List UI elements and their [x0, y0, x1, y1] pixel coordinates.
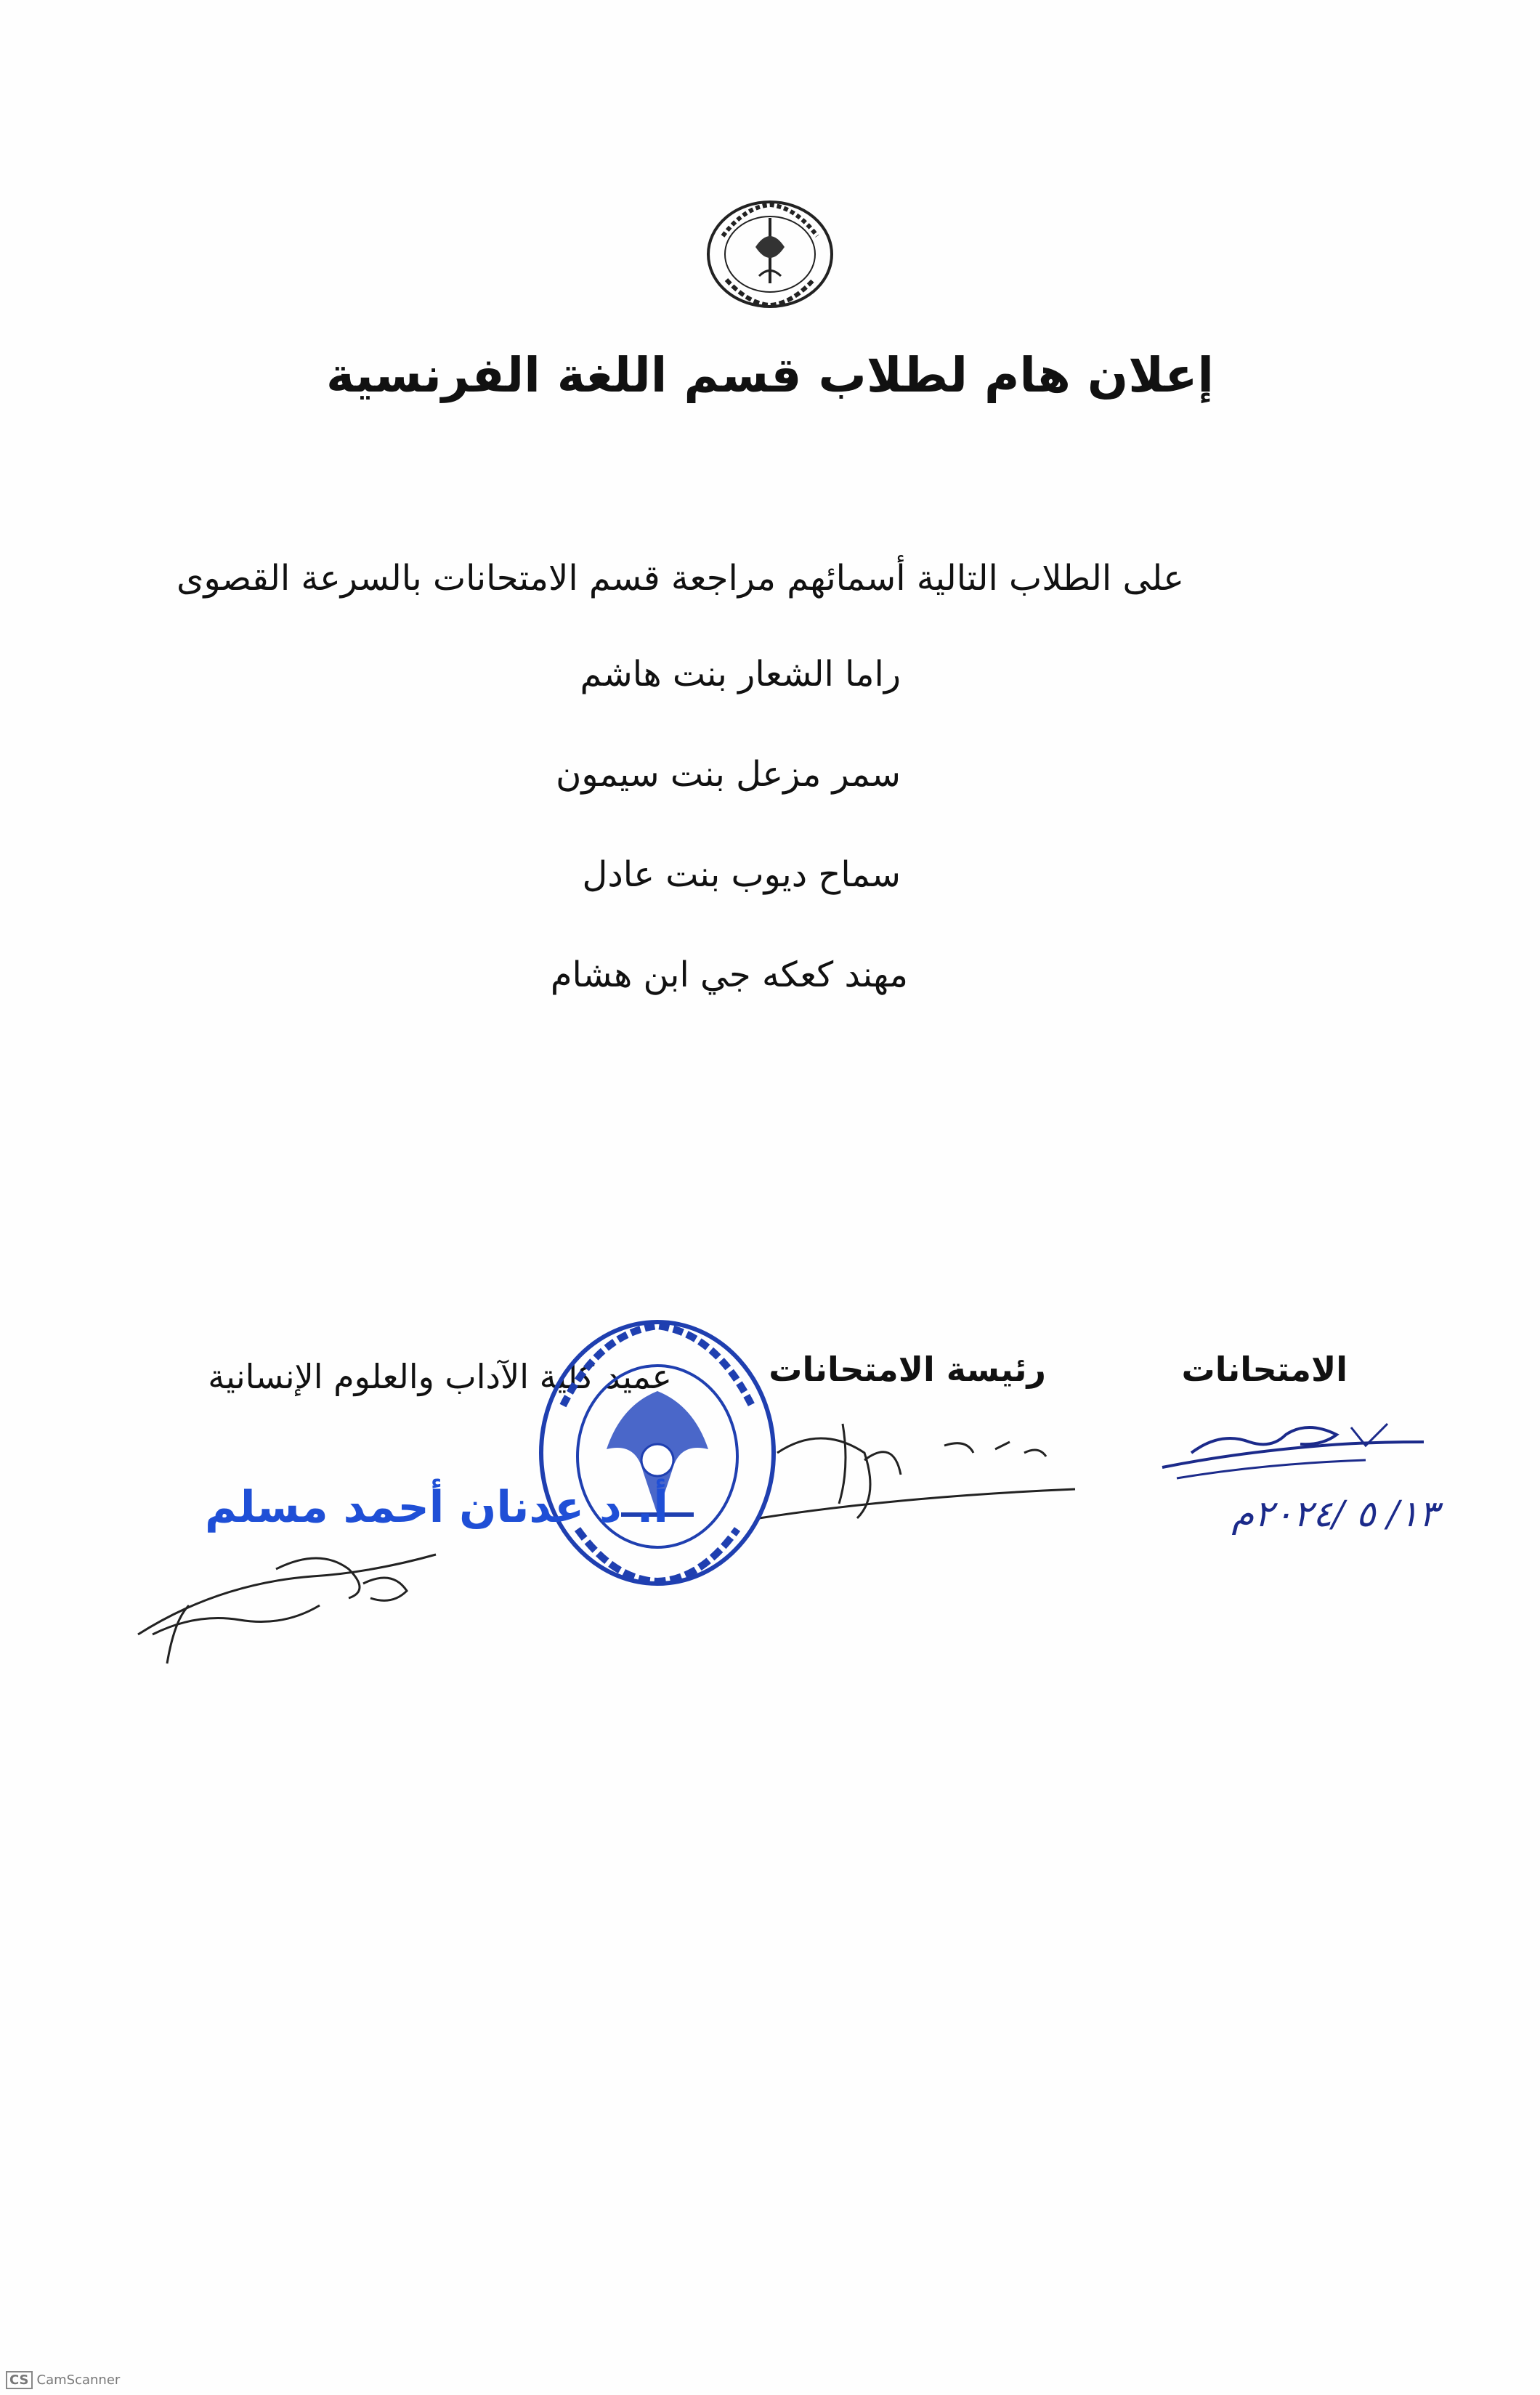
exams-signatory-title: الامتحانات [1181, 1350, 1348, 1389]
exams-head-title: رئيسة الامتحانات [769, 1350, 1046, 1389]
student-name: راما الشعار بنت هاشم [580, 654, 901, 694]
scanner-badge: CS [6, 2371, 33, 2389]
date-text: ١٣/ ٥ /٢٠٢٤م [1231, 1493, 1438, 1535]
exams-head-signature-icon [755, 1409, 1090, 1562]
dean-signature-icon [131, 1525, 458, 1678]
student-name: سماح ديوب بنت عادل [582, 854, 901, 895]
dean-name: أ. د عدنان أحمد مسلم [204, 1482, 668, 1533]
scanner-label: CamScanner [36, 2372, 121, 2388]
official-seal-icon [534, 1311, 781, 1594]
student-name: سمر مزعل بنت سيمون [556, 754, 901, 795]
student-name: مهند كعكه جي ابن هشام [550, 955, 908, 995]
announcement-title: إعلان هام لطلاب قسم اللغة الفرنسية [325, 347, 1215, 403]
scanner-watermark [6, 2371, 120, 2389]
dean-title: عميد كلية الآداب والعلوم الإنسانية [208, 1357, 672, 1396]
exams-signature-icon [1148, 1402, 1431, 1496]
university-emblem-icon [701, 196, 839, 312]
intro-text: على الطلاب التالية أسمائهم مراجعة قسم الامتحانات بالسرعة القصوى [176, 558, 1184, 599]
